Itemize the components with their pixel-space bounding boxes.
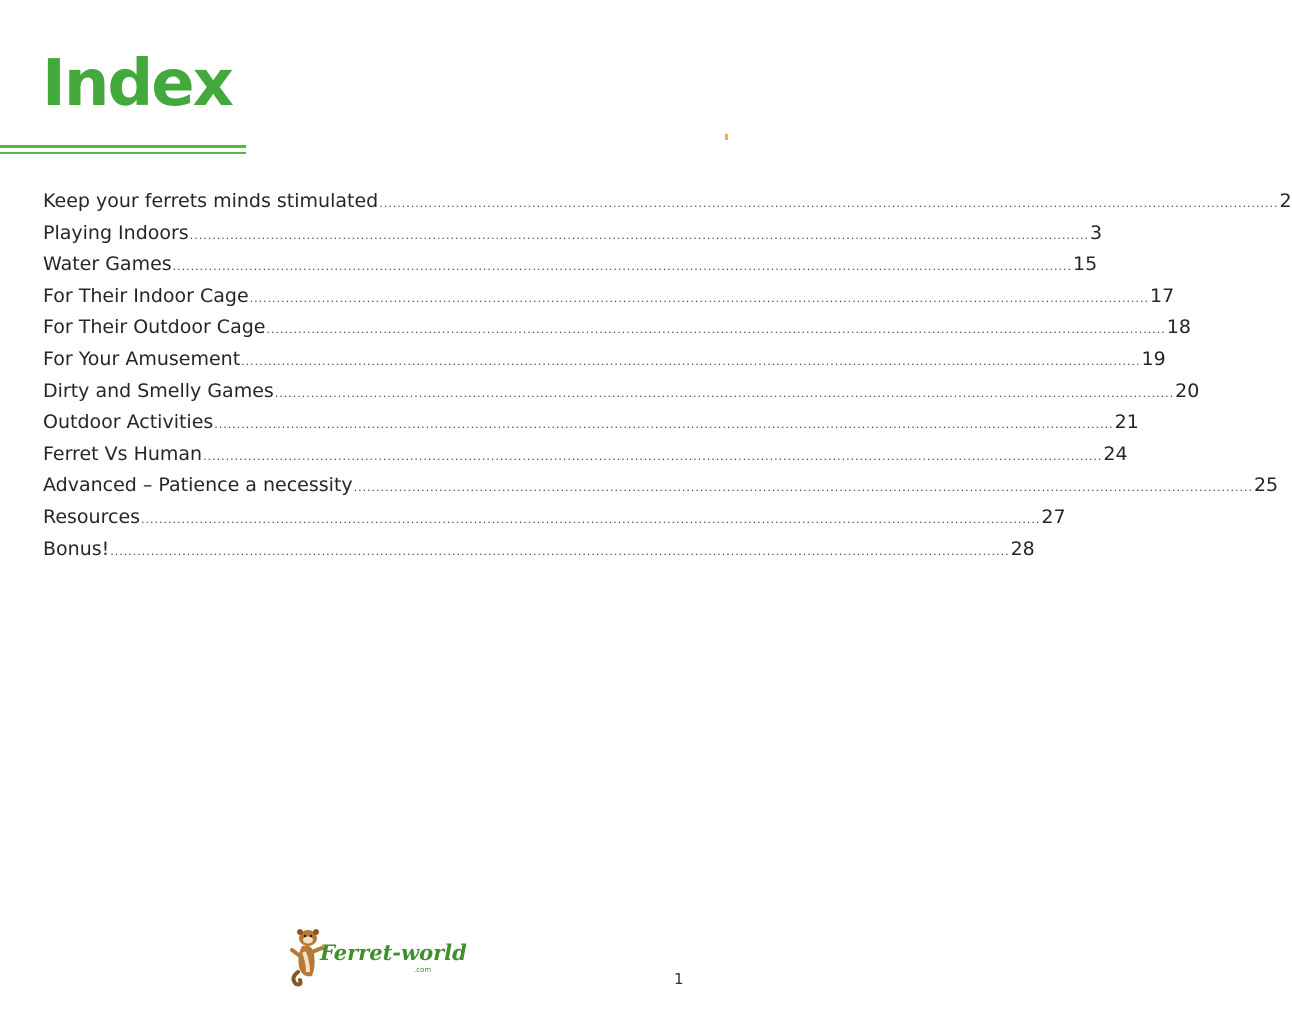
page-title: Index (42, 47, 232, 121)
toc-entry-title: Keep your ferrets minds stimulated (43, 190, 379, 212)
toc-entry-page: 18 (1166, 316, 1191, 339)
toc-leader-dots: ........................................................................................................................................................................................................ (274, 386, 1175, 400)
toc-entry[interactable] (43, 470, 1279, 502)
toc-leader-dots: ........................................................................................................................................................................................................ (379, 197, 1279, 210)
toc-entry-page: 27 (1041, 505, 1066, 528)
toc-entry-title: Bonus! (43, 537, 110, 560)
toc-leader-dots: ........................................................................................................................................................................................................ (189, 228, 1090, 242)
toc-leader-dots: ........................................................................................................................................................................................................ (203, 449, 1103, 463)
toc-entry[interactable] (43, 376, 1200, 408)
toc-entry-title: Dirty and Smelly Games (43, 379, 274, 402)
toc-leader-dots: ........................................................................................................................................................................................................ (241, 354, 1141, 368)
toc-entry-page: 21 (1114, 411, 1139, 434)
toc-entry[interactable] (43, 439, 1128, 471)
toc-entry-page: 3 (1090, 221, 1103, 244)
title-underline-top (0, 145, 246, 148)
toc-entry-page: 25 (1253, 474, 1279, 497)
toc-entry[interactable] (43, 281, 1175, 313)
logo-text: Ferret-world (320, 940, 467, 965)
title-underline-bottom (0, 152, 246, 154)
toc-leader-dots: ........................................................................................................................................................................................................ (266, 323, 1166, 337)
toc-entry[interactable] (43, 344, 1166, 376)
toc-entry-title: Ferret Vs Human (43, 442, 203, 465)
toc-leader-dots: ........................................................................................................................................................................................................ (214, 418, 1114, 432)
edge-mark (725, 134, 728, 140)
logo-suffix: .com (414, 966, 432, 974)
toc-entry[interactable] (43, 218, 1103, 250)
toc-entry[interactable] (43, 249, 1098, 281)
toc-leader-dots: ........................................................................................................................................................................................................ (141, 512, 1041, 526)
toc-entry-title: Advanced – Patience a necessity (43, 474, 353, 497)
toc-leader-dots: ........................................................................................................................................................................................................ (249, 291, 1149, 305)
toc-entry[interactable] (43, 502, 1066, 534)
toc-entry[interactable] (43, 407, 1139, 439)
toc-entry-page: 28 (1010, 537, 1035, 560)
toc-entry-title: Outdoor Activities (43, 411, 214, 434)
toc-entry-page: 2 (1279, 190, 1292, 212)
toc-leader-dots: ........................................................................................................................................................................................................ (172, 260, 1072, 274)
table-of-contents (43, 186, 1292, 565)
toc-entry-page: 15 (1073, 253, 1098, 276)
toc-entry-page: 17 (1150, 284, 1175, 307)
toc-entry[interactable] (43, 186, 1292, 218)
toc-leader-dots: ........................................................................................................................................................................................................ (110, 544, 1010, 558)
toc-entry[interactable] (43, 312, 1191, 344)
ferret-mascot-icon (292, 929, 322, 985)
toc-entry-title: Water Games (43, 253, 172, 276)
toc-entry-page: 20 (1175, 379, 1200, 402)
toc-entry-page: 24 (1103, 442, 1128, 465)
page-number: 1 (674, 970, 684, 988)
toc-entry-page: 19 (1141, 347, 1166, 370)
toc-entry-title: For Their Outdoor Cage (43, 316, 266, 339)
toc-entry-title: Resources (43, 505, 141, 528)
toc-entry-title: For Their Indoor Cage (43, 284, 249, 307)
toc-entry-title: Playing Indoors (43, 221, 189, 244)
toc-entry[interactable] (43, 534, 1035, 566)
ferret-world-logo (286, 926, 467, 988)
toc-leader-dots: ........................................................................................................................................................................................................ (353, 481, 1253, 495)
toc-entry-title: For Your Amusement (43, 347, 241, 370)
